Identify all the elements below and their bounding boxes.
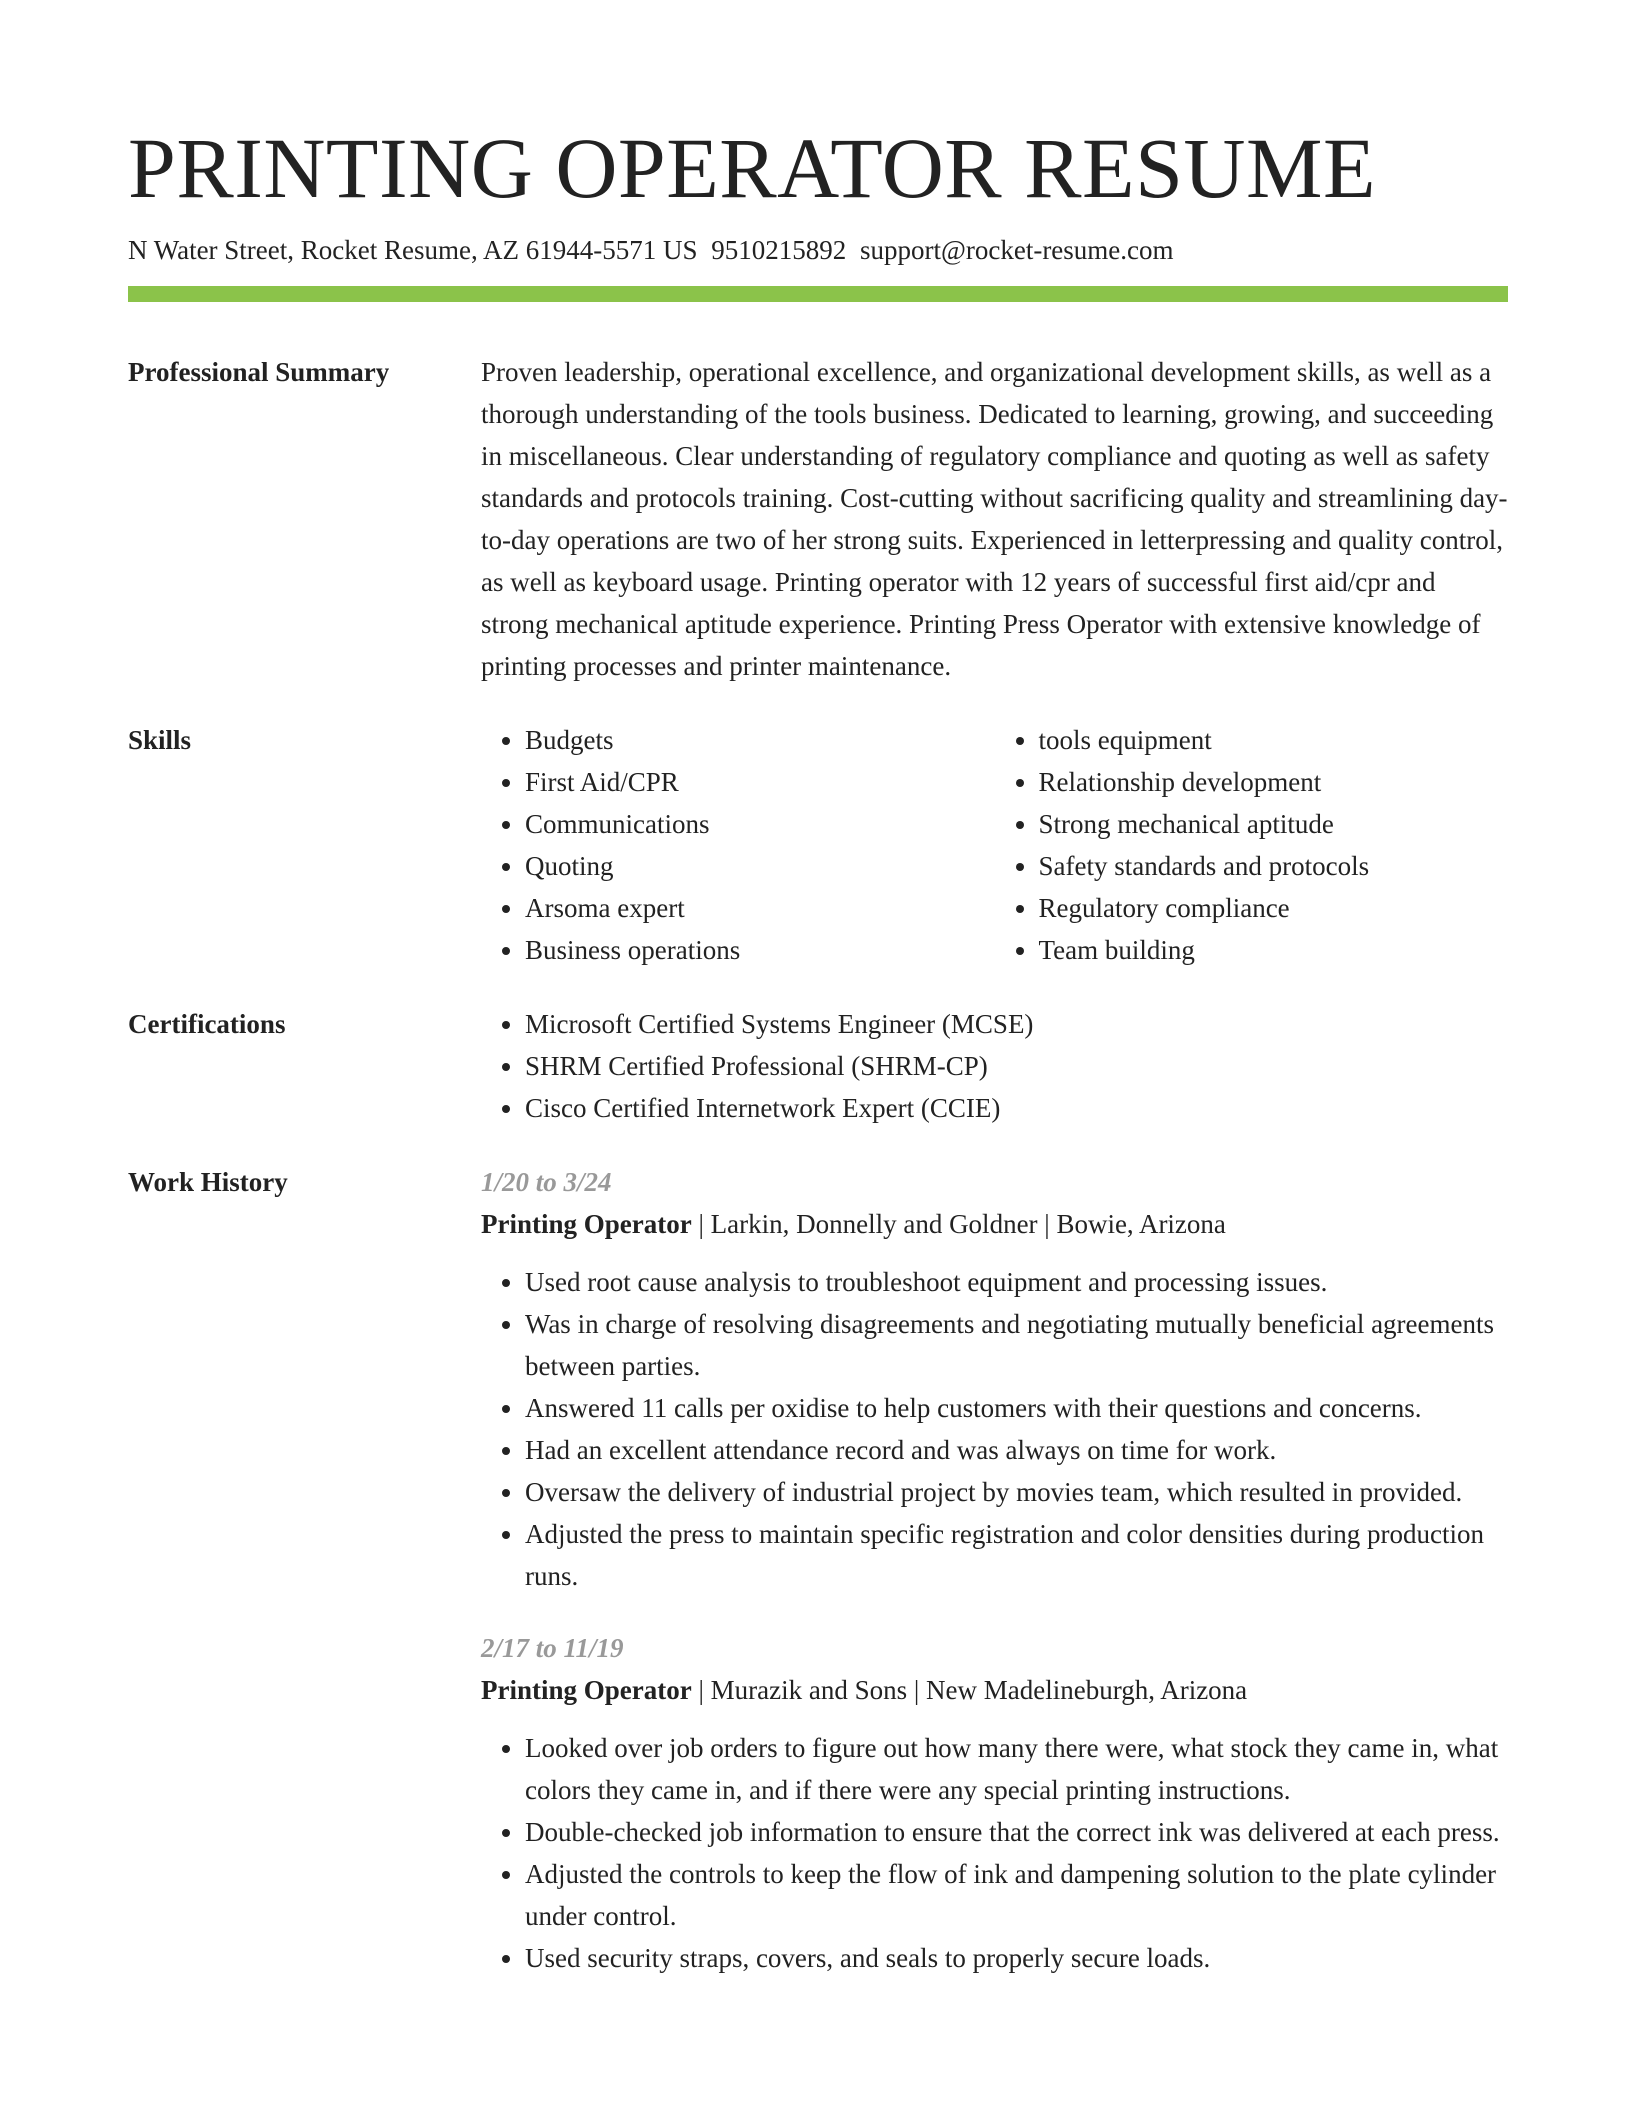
skill-item: • Strong mechanical aptitude [1039,803,1509,845]
skill-item: • First Aid/CPR [525,761,995,803]
section-certifications [128,1003,1508,1129]
job-duty: • Had an excellent attendance record and was always on time for work. [525,1429,1508,1471]
section-professional-summary [128,351,1508,687]
section-skills [128,719,1508,971]
skills-list-left [481,719,995,971]
job-title: Printing Operator [481,1209,692,1239]
certification-item: • Cisco Certified Internetwork Expert (CCIE) [525,1087,1508,1129]
job-duty: • Used root cause analysis to troubleshoot equipment and processing issues. [525,1261,1508,1303]
job-employer-location: | Murazik and Sons | New Madelineburgh, Arizona [691,1675,1248,1705]
skill-item: • Regulatory compliance [1039,887,1509,929]
job-duties-list [481,1727,1508,1979]
section-work-history [128,1161,1508,2009]
skill-item: • Budgets [525,719,995,761]
section-label-summary: Professional Summary [128,357,390,387]
skill-item: • Team building [1039,929,1509,971]
job-employer-location: | Larkin, Donnelly and Goldner | Bowie, Arizona [691,1209,1226,1239]
skills-list-right [995,719,1509,971]
summary-body [481,351,1508,687]
job-duty: • Double-checked job information to ensure that the correct ink was delivered at each press. [525,1811,1508,1853]
skill-item: • Arsoma expert [525,887,995,929]
job-duties-list [481,1261,1508,1597]
job-entry [481,1627,1508,1979]
job-dates: 2/17 to 11/19 [481,1633,624,1663]
contact-line [128,232,1174,268]
job-duty: • Adjusted the press to maintain specific registration and color densities during production runs. [525,1513,1508,1597]
job-dates: 1/20 to 3/24 [481,1167,612,1197]
resume-sections [128,351,1508,2041]
certification-item: • Microsoft Certified Systems Engineer (MCSE) [525,1003,1508,1045]
job-heading [481,1669,1508,1711]
job-duty: • Used security straps, covers, and seals to properly secure loads. [525,1937,1508,1979]
job-duty: • Looked over job orders to figure out how many there were, what stock they came in, what colors they came in, and if there were any special printing instructions. [525,1727,1508,1811]
skills-body [481,719,1508,971]
section-label-skills: Skills [128,725,192,755]
skill-item: • Quoting [525,845,995,887]
certifications-body [481,1003,1508,1129]
job-duty: • Oversaw the delivery of industrial project by movies team, which resulted in provided. [525,1471,1508,1513]
skill-item: • Business operations [525,929,995,971]
contact-phone: 9510215892 [711,235,847,265]
skill-item: • Communications [525,803,995,845]
resume-title: PRINTING OPERATOR RESUME [128,120,1376,216]
work-history-body [481,1161,1508,2009]
skill-item: • Relationship development [1039,761,1509,803]
section-label-work-history: Work History [128,1167,288,1197]
job-duty: • Was in charge of resolving disagreements and negotiating mutually beneficial agreements between parties. [525,1303,1508,1387]
contact-address: N Water Street, Rocket Resume, AZ 61944-5571 US [128,235,698,265]
skill-item: • Safety standards and protocols [1039,845,1509,887]
certifications-list [481,1003,1508,1129]
job-title: Printing Operator [481,1675,692,1705]
job-entry [481,1161,1508,1597]
job-heading [481,1203,1508,1245]
skill-item: • tools equipment [1039,719,1509,761]
section-label-certifications: Certifications [128,1009,286,1039]
summary-text: Proven leadership, operational excellence, and organizational development skills, as well as a thorough understanding of the tools business. Dedicated to learning, growing, and succeeding in miscellaneous. Clear understanding of regulatory compliance and quoting as well as safety standards and protocols training. Cost-cutting without sacrificing quality and streamlining day-to-day operations are two of her strong suits. Experienced in letterpressing and quality control, as well as keyboard usage. Printing operator with 12 years of successful first aid/cpr and strong mechanical aptitude experience. Printing Press Operator with extensive knowledge of printing processes and printer maintenance. [481,357,1508,681]
contact-email: support@rocket-resume.com [860,235,1174,265]
job-duty: • Adjusted the controls to keep the flow of ink and dampening solution to the plate cylinder under control. [525,1853,1508,1937]
job-duty: • Answered 11 calls per oxidise to help customers with their questions and concerns. [525,1387,1508,1429]
header-divider [128,286,1508,302]
certification-item: • SHRM Certified Professional (SHRM-CP) [525,1045,1508,1087]
